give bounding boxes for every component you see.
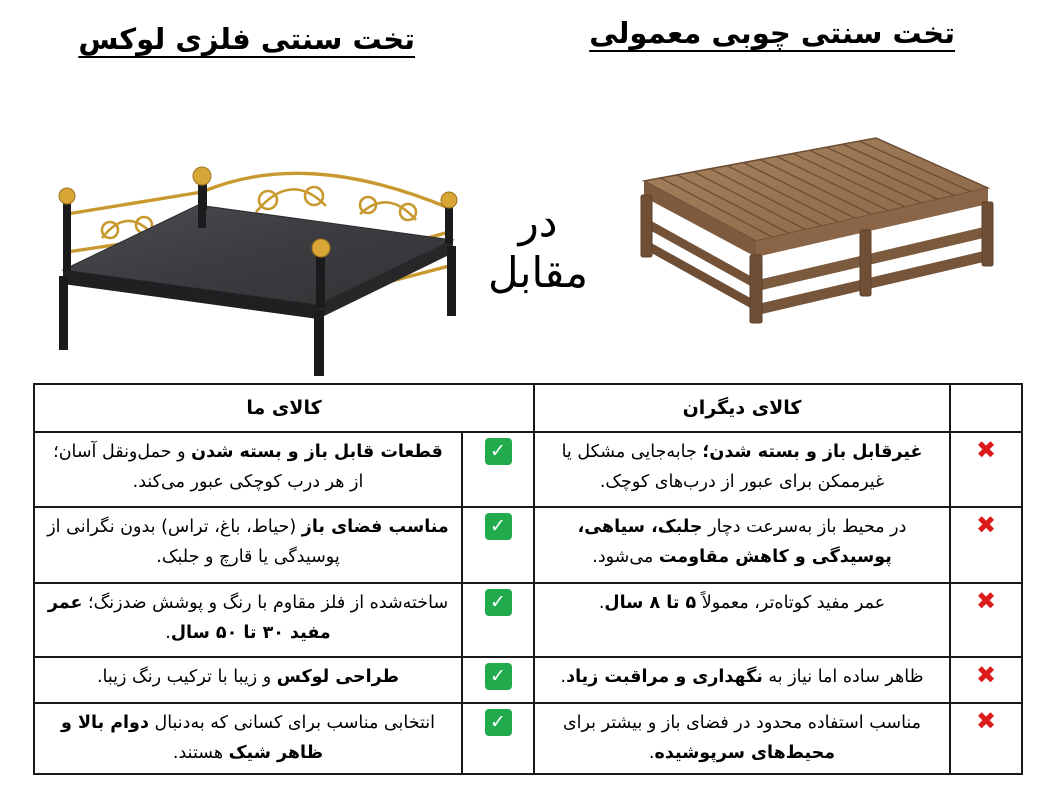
table-header-row: [34, 384, 1022, 432]
metal-bed-illustration: [18, 80, 473, 385]
cross-cell: [950, 432, 1022, 507]
check-icon: ✓: [485, 709, 512, 736]
others-text-cell: ظاهر ساده اما نیاز به نگهداری و مراقبت زیاد.: [534, 657, 950, 703]
table-row: [34, 432, 1022, 507]
check-cell: [462, 657, 534, 703]
wooden-bed-illustration: [608, 118, 1000, 362]
table-row: [34, 583, 1022, 657]
cross-cell: [950, 583, 1022, 657]
cross-icon: ✖: [975, 587, 997, 615]
cross-icon: ✖: [975, 436, 997, 464]
metal-bed-image: [18, 80, 473, 385]
others-column-header: کالای دیگران: [534, 384, 950, 432]
versus-line-1: در: [518, 197, 558, 246]
ours-text-cell: مناسب فضای باز (حیاط، باغ، تراس) بدون نگرانی از پوسیدگی یا قارچ و جلبک.: [34, 507, 462, 583]
others-text-cell: عمر مفید کوتاه‌تر، معمولاً ۵ تا ۸ سال.: [534, 583, 950, 657]
check-cell: [462, 432, 534, 507]
left-product-title: تخت سنتی فلزی لوکس: [78, 22, 415, 56]
cross-icon: ✖: [975, 707, 997, 735]
table-row: [34, 703, 1022, 774]
check-cell: [462, 583, 534, 657]
header-corner-cell: [950, 384, 1022, 432]
ours-column-header: کالای ما: [34, 384, 534, 432]
ours-text-cell: قطعات قابل باز و بسته شدن و حمل‌ونقل آسان؛ از هر درب کوچکی عبور می‌کند.: [34, 432, 462, 507]
cross-icon: ✖: [975, 511, 997, 539]
others-text-cell: غیرقابل باز و بسته شدن؛ جابه‌جایی مشکل یا غیرممکن برای عبور از درب‌های کوچک.: [534, 432, 950, 507]
cross-cell: [950, 507, 1022, 583]
check-icon: ✓: [485, 589, 512, 616]
table-row: [34, 657, 1022, 703]
ours-text-cell: ساخته‌شده از فلز مقاوم با رنگ و پوشش ضدزنگ؛ عمر مفید ۳۰ تا ۵۰ سال.: [34, 583, 462, 657]
table-row: [34, 507, 1022, 583]
right-product-title: تخت سنتی چوبی معمولی: [589, 16, 955, 50]
check-icon: ✓: [485, 513, 512, 540]
check-cell: [462, 507, 534, 583]
others-text-cell: مناسب استفاده محدود در فضای باز و بیشتر برای محیط‌های سرپوشیده.: [534, 703, 950, 774]
cross-icon: ✖: [975, 661, 997, 689]
cross-cell: [950, 657, 1022, 703]
ours-text-cell: انتخابی مناسب برای کسانی که به‌دنبال دوام بالا و ظاهر شیک هستند.: [34, 703, 462, 774]
cross-cell: [950, 703, 1022, 774]
versus-label: [468, 196, 608, 298]
wooden-bed-image: [608, 118, 1000, 362]
check-cell: [462, 703, 534, 774]
check-icon: ✓: [485, 663, 512, 690]
ours-text-cell: طراحی لوکس و زیبا با ترکیب رنگ زیبا.: [34, 657, 462, 703]
comparison-table: [33, 383, 1023, 775]
versus-line-2: مقابل: [487, 248, 589, 298]
others-text-cell: در محیط باز به‌سرعت دچار جلبک، سیاهی، پوسیدگی و کاهش مقاومت می‌شود.: [534, 507, 950, 583]
check-icon: ✓: [485, 438, 512, 465]
